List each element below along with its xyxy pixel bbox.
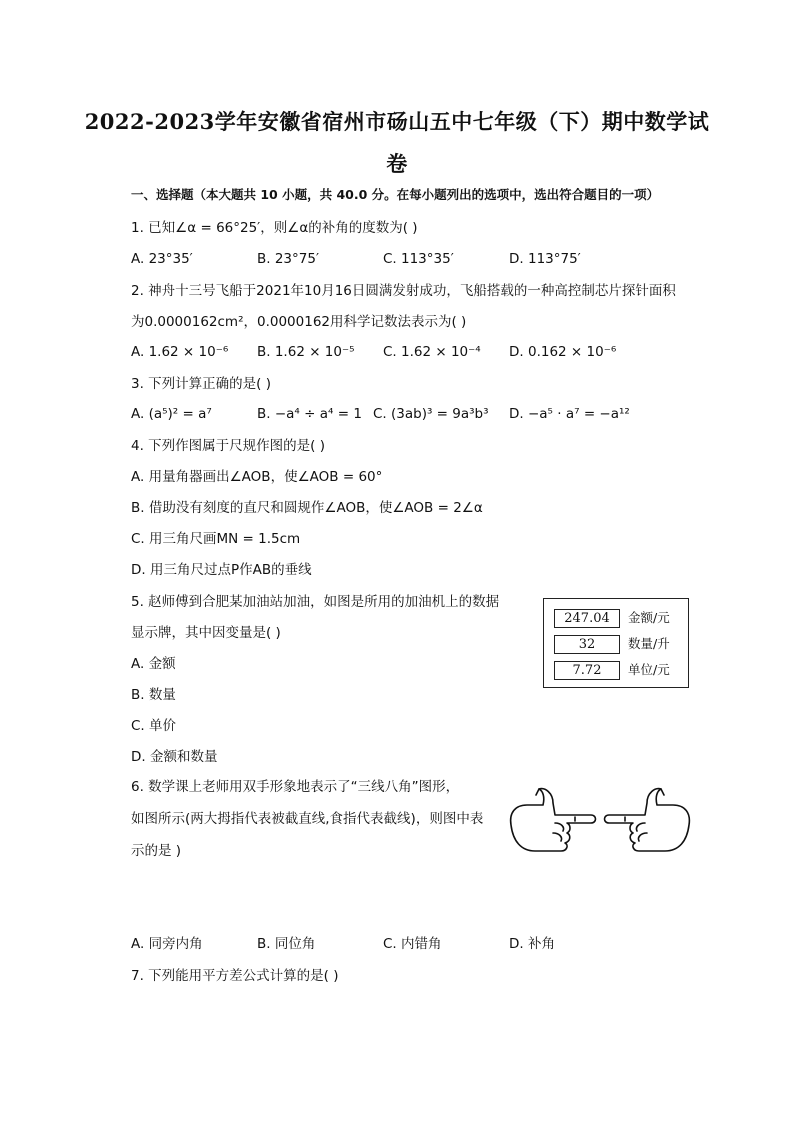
q1-option-a: A. 23°35′ [131,251,193,267]
q5-option-c: C. 单价 [131,718,177,734]
q4-option-a: A. 用量角器画出∠AOB，使∠AOB = 60° [131,469,383,485]
q2-stem-line1: 2. 神舟十三号飞船于2021年10月16日圆满发射成功，飞船搭载的一种高控制芯片探针面积 [131,283,676,299]
q5-option-b: B. 数量 [131,687,176,703]
hands-illustration [505,785,695,865]
q3-option-a: A. (a⁵)² = a⁷ [131,406,212,422]
display-quantity-value: 32 [554,635,620,654]
q5-stem-line1: 5. 赵师傅到合肥某加油站加油，如图是所用的加油机上的数据 [131,594,500,610]
q3-option-c: C. (3ab)³ = 9a³b³ [373,406,489,422]
q6-option-b: B. 同位角 [257,936,316,952]
q7-stem: 7. 下列能用平方差公式计算的是( ) [131,968,339,984]
q5-option-a: A. 金额 [131,656,176,672]
q6-option-a: A. 同旁内角 [131,936,203,952]
left-hand-icon [511,789,596,851]
display-price-label: 单位/元 [628,662,670,677]
q2-stem-line2: 为0.0000162cm²，0.0000162用科学记数法表示为( ) [131,314,467,330]
q4-option-d: D. 用三角尺过点P作AB的垂线 [131,562,312,578]
q6-stem-line3: 示的是 ) [131,843,182,859]
q6-option-c: C. 内错角 [383,936,442,952]
exam-title-line2: 卷 [386,151,408,176]
exam-title-line1: 2022-2023学年安徽省宿州市砀山五中七年级（下）期中数学试 [84,109,710,134]
q4-stem: 4. 下列作图属于尺规作图的是( ) [131,438,325,454]
display-quantity-label: 数量/升 [628,636,670,651]
q4-option-b: B. 借助没有刻度的直尺和圆规作∠AOB，使∠AOB = 2∠α [131,500,483,516]
fuel-pump-display [543,598,689,688]
q6-stem-line1: 6. 数学课上老师用双手形象地表示了“三线八角”图形， [131,779,460,795]
q6-option-d: D. 补角 [509,936,555,952]
q1-stem: 1. 已知∠α = 66°25′，则∠α的补角的度数为( ) [131,220,418,236]
q2-option-c: C. 1.62 × 10⁻⁴ [383,344,481,360]
q4-option-c: C. 用三角尺画MN = 1.5cm [131,531,301,547]
q6-stem-line2: 如图所示(两大拇指代表被截直线,食指代表截线)，则图中表 [131,811,484,827]
display-amount-label: 金额/元 [628,610,670,625]
right-hand-icon [605,789,690,851]
q3-option-b: B. −a⁴ ÷ a⁴ = 1 [257,406,362,422]
q1-option-b: B. 23°75′ [257,251,320,267]
q1-option-d: D. 113°75′ [509,251,581,267]
display-price-value: 7.72 [554,661,620,680]
q1-option-c: C. 113°35′ [383,251,454,267]
section-heading: 一、选择题（本大题共 10 小题，共 40.0 分。在每小题列出的选项中，选出符合题目的一项） [131,187,660,202]
q2-option-a: A. 1.62 × 10⁻⁶ [131,344,229,360]
q5-stem-line2: 显示牌，其中因变量是( ) [131,625,281,641]
q2-option-b: B. 1.62 × 10⁻⁵ [257,344,355,360]
q3-option-d: D. −a⁵ · a⁷ = −a¹² [509,406,630,422]
q5-option-d: D. 金额和数量 [131,749,218,765]
q2-option-d: D. 0.162 × 10⁻⁶ [509,344,617,360]
q3-stem: 3. 下列计算正确的是( ) [131,376,271,392]
display-amount-value: 247.04 [554,609,620,628]
